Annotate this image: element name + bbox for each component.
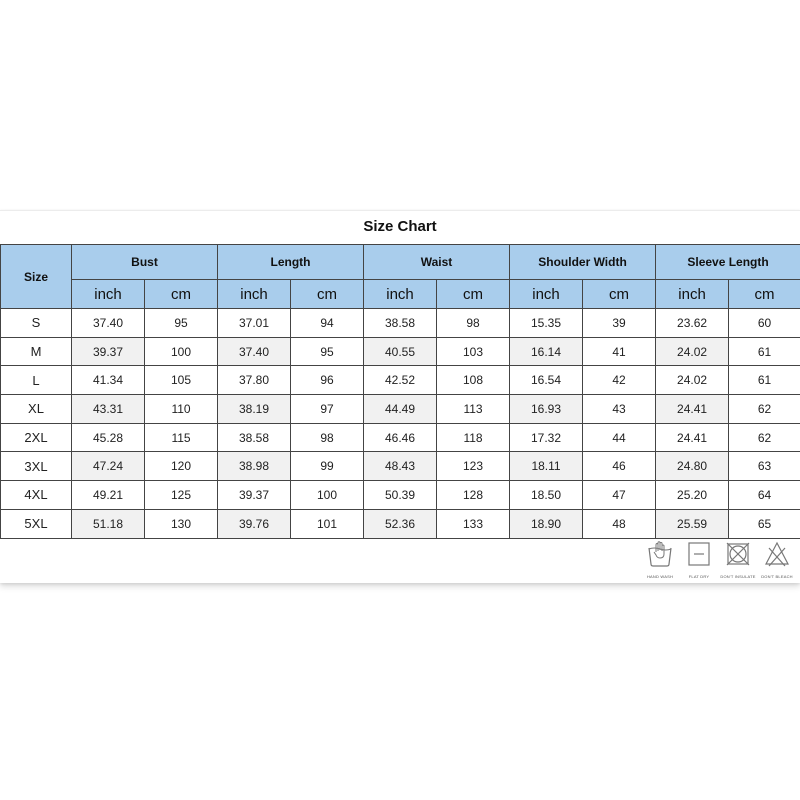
- inch-cell: 50.39: [364, 481, 437, 510]
- care-do-not-bleach: [757, 540, 797, 579]
- inch-cell: 37.40: [72, 309, 145, 338]
- cm-cell: 103: [437, 337, 510, 366]
- inch-cell: 18.90: [510, 509, 583, 538]
- unit-header-inch: inch: [656, 280, 729, 309]
- cm-cell: 97: [291, 395, 364, 424]
- unit-header-cm: cm: [729, 280, 800, 309]
- care-label: DON'T INSULATE: [720, 574, 756, 579]
- size-column-header: Size: [1, 245, 72, 309]
- unit-header-row: [1, 280, 800, 309]
- cm-cell: 130: [145, 509, 218, 538]
- inch-cell: 46.46: [364, 423, 437, 452]
- care-hand-wash: [640, 540, 680, 579]
- cm-cell: 61: [729, 366, 800, 395]
- cm-cell: 98: [437, 309, 510, 338]
- cm-cell: 42: [583, 366, 656, 395]
- cm-cell: 101: [291, 509, 364, 538]
- inch-cell: 24.41: [656, 423, 729, 452]
- unit-header-cm: cm: [291, 280, 364, 309]
- cm-cell: 62: [729, 395, 800, 424]
- group-header-bust: Bust: [72, 245, 218, 280]
- cm-cell: 94: [291, 309, 364, 338]
- inch-cell: 37.01: [218, 309, 291, 338]
- cm-cell: 47: [583, 481, 656, 510]
- cm-cell: 65: [729, 509, 800, 538]
- inch-cell: 15.35: [510, 309, 583, 338]
- hand-wash-icon: [647, 540, 673, 568]
- inch-cell: 24.02: [656, 337, 729, 366]
- inch-cell: 25.59: [656, 509, 729, 538]
- cm-cell: 108: [437, 366, 510, 395]
- cm-cell: 133: [437, 509, 510, 538]
- inch-cell: 38.58: [218, 423, 291, 452]
- group-header-waist: Waist: [364, 245, 510, 280]
- size-cell: M: [1, 337, 72, 366]
- inch-cell: 38.58: [364, 309, 437, 338]
- inch-cell: 37.80: [218, 366, 291, 395]
- cm-cell: 113: [437, 395, 510, 424]
- table-row: [1, 309, 800, 338]
- inch-cell: 43.31: [72, 395, 145, 424]
- cm-cell: 44: [583, 423, 656, 452]
- inch-cell: 39.76: [218, 509, 291, 538]
- unit-header-cm: cm: [145, 280, 218, 309]
- inch-cell: 49.21: [72, 481, 145, 510]
- inch-cell: 24.41: [656, 395, 729, 424]
- inch-cell: 17.32: [510, 423, 583, 452]
- inch-cell: 16.54: [510, 366, 583, 395]
- cm-cell: 43: [583, 395, 656, 424]
- inch-cell: 47.24: [72, 452, 145, 481]
- unit-header-inch: inch: [364, 280, 437, 309]
- table-row: [1, 509, 800, 538]
- cm-cell: 115: [145, 423, 218, 452]
- cm-cell: 100: [291, 481, 364, 510]
- cm-cell: 95: [291, 337, 364, 366]
- inch-cell: 18.11: [510, 452, 583, 481]
- flat-dry-icon: [686, 540, 712, 568]
- chart-title: Size Chart: [363, 218, 437, 235]
- table-row: [1, 481, 800, 510]
- inch-cell: 16.93: [510, 395, 583, 424]
- inch-cell: 41.34: [72, 366, 145, 395]
- care-do-not-iron: [718, 540, 758, 579]
- cm-cell: 39: [583, 309, 656, 338]
- inch-cell: 16.14: [510, 337, 583, 366]
- cm-cell: 62: [729, 423, 800, 452]
- do-not-iron-icon: [725, 540, 751, 568]
- cm-cell: 46: [583, 452, 656, 481]
- table-row: [1, 423, 800, 452]
- unit-header-cm: cm: [583, 280, 656, 309]
- inch-cell: 38.19: [218, 395, 291, 424]
- cm-cell: 99: [291, 452, 364, 481]
- size-cell: 5XL: [1, 509, 72, 538]
- group-header-row: [1, 245, 800, 280]
- inch-cell: 52.36: [364, 509, 437, 538]
- care-flat-dry: [679, 540, 719, 579]
- inch-cell: 37.40: [218, 337, 291, 366]
- cm-cell: 95: [145, 309, 218, 338]
- cm-cell: 125: [145, 481, 218, 510]
- cm-cell: 96: [291, 366, 364, 395]
- group-header-sleeve-length: Sleeve Length: [656, 245, 800, 280]
- table-row: [1, 337, 800, 366]
- unit-header-inch: inch: [72, 280, 145, 309]
- unit-header-inch: inch: [218, 280, 291, 309]
- table-row: [1, 452, 800, 481]
- care-label: HAND WASH: [646, 574, 674, 579]
- size-table-body: [1, 309, 800, 539]
- cm-cell: 120: [145, 452, 218, 481]
- inch-cell: 45.28: [72, 423, 145, 452]
- cm-cell: 98: [291, 423, 364, 452]
- cm-cell: 61: [729, 337, 800, 366]
- do-not-bleach-icon: [764, 540, 790, 568]
- inch-cell: 18.50: [510, 481, 583, 510]
- size-cell: XL: [1, 395, 72, 424]
- size-cell: 4XL: [1, 481, 72, 510]
- inch-cell: 24.02: [656, 366, 729, 395]
- unit-header-inch: inch: [510, 280, 583, 309]
- size-cell: L: [1, 366, 72, 395]
- cm-cell: 48: [583, 509, 656, 538]
- inch-cell: 51.18: [72, 509, 145, 538]
- group-header-shoulder-width: Shoulder Width: [510, 245, 656, 280]
- size-cell: 2XL: [1, 423, 72, 452]
- cm-cell: 64: [729, 481, 800, 510]
- unit-header-cm: cm: [437, 280, 510, 309]
- inch-cell: 23.62: [656, 309, 729, 338]
- cm-cell: 63: [729, 452, 800, 481]
- cm-cell: 100: [145, 337, 218, 366]
- inch-cell: 48.43: [364, 452, 437, 481]
- cm-cell: 41: [583, 337, 656, 366]
- cm-cell: 110: [145, 395, 218, 424]
- inch-cell: 24.80: [656, 452, 729, 481]
- care-label: DON'T BLEACH: [761, 574, 793, 579]
- inch-cell: 39.37: [72, 337, 145, 366]
- care-label: FLAT DRY: [688, 574, 710, 579]
- inch-cell: 25.20: [656, 481, 729, 510]
- inch-cell: 40.55: [364, 337, 437, 366]
- size-cell: 3XL: [1, 452, 72, 481]
- cm-cell: 60: [729, 309, 800, 338]
- inch-cell: 38.98: [218, 452, 291, 481]
- cm-cell: 105: [145, 366, 218, 395]
- cm-cell: 128: [437, 481, 510, 510]
- inch-cell: 42.52: [364, 366, 437, 395]
- size-table: [0, 244, 800, 539]
- table-row: [1, 366, 800, 395]
- inch-cell: 44.49: [364, 395, 437, 424]
- cm-cell: 123: [437, 452, 510, 481]
- table-row: [1, 395, 800, 424]
- group-header-length: Length: [218, 245, 364, 280]
- size-cell: S: [1, 309, 72, 338]
- cm-cell: 118: [437, 423, 510, 452]
- inch-cell: 39.37: [218, 481, 291, 510]
